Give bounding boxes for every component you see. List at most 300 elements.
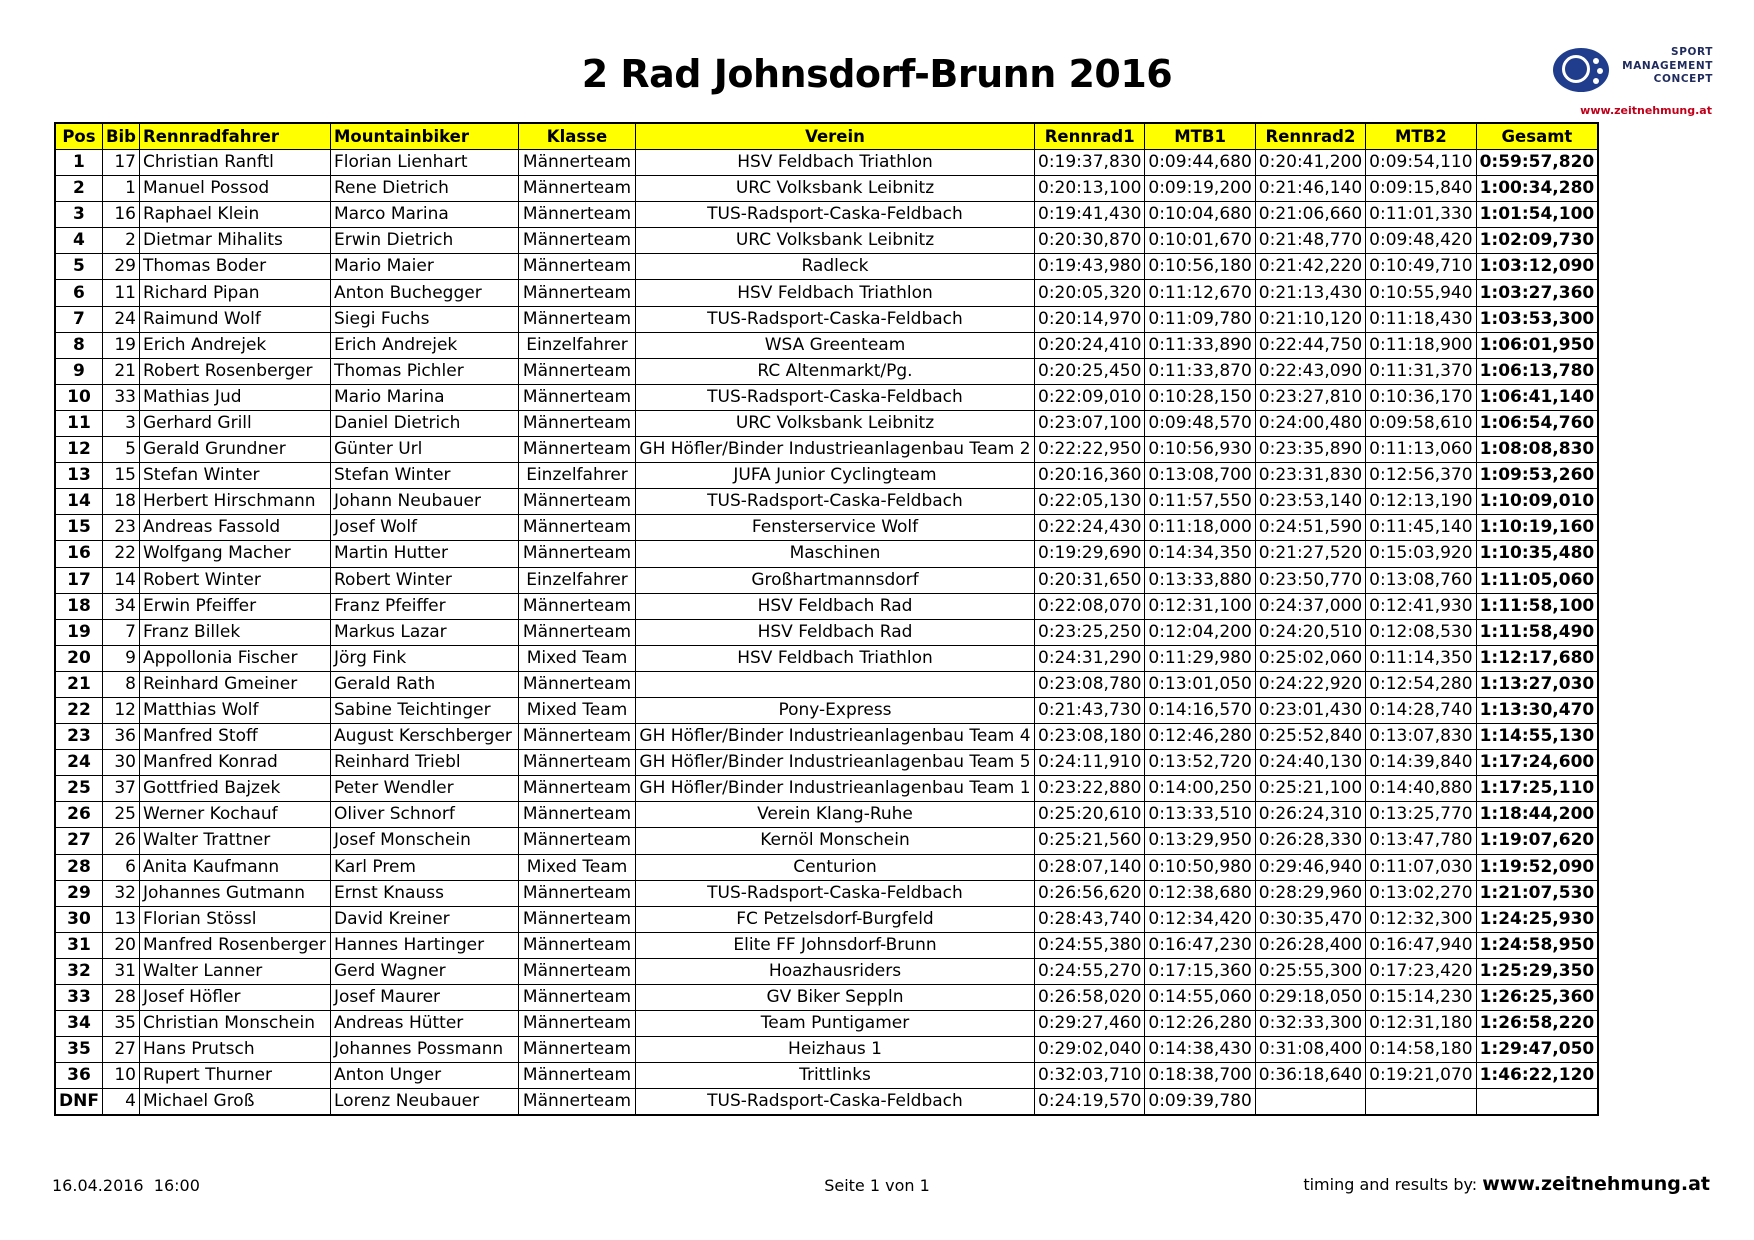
cell-mtb1: 0:12:38,680 — [1145, 880, 1255, 906]
cell-klasse: Männerteam — [519, 254, 636, 280]
cell-mtb2: 0:17:23,420 — [1366, 958, 1476, 984]
logo-text — [1593, 46, 1713, 87]
cell-rennradfahrer: Christian Ranftl — [140, 150, 331, 176]
cell-verein: HSV Feldbach Triathlon — [636, 150, 1035, 176]
cell-pos: 31 — [55, 932, 102, 958]
cell-gesamt: 1:03:27,360 — [1476, 280, 1598, 306]
cell-gesamt: 1:02:09,730 — [1476, 228, 1598, 254]
cell-pos: 17 — [55, 567, 102, 593]
cell-mountainbiker: Robert Winter — [331, 567, 519, 593]
cell-gesamt: 0:59:57,820 — [1476, 150, 1598, 176]
cell-rennradfahrer: Richard Pipan — [140, 280, 331, 306]
cell-mtb1: 0:17:15,360 — [1145, 958, 1255, 984]
cell-rennrad2: 0:21:13,430 — [1255, 280, 1365, 306]
cell-bib: 29 — [102, 254, 139, 280]
results-table — [54, 122, 1599, 1116]
cell-rennrad1: 0:19:37,830 — [1035, 150, 1145, 176]
cell-pos: 26 — [55, 802, 102, 828]
column-header-rennrad1: Rennrad1 — [1035, 123, 1145, 150]
cell-verein: Großhartmannsdorf — [636, 567, 1035, 593]
cell-mtb1: 0:14:55,060 — [1145, 985, 1255, 1011]
table-row — [55, 202, 1598, 228]
cell-rennrad2: 0:23:50,770 — [1255, 567, 1365, 593]
cell-pos: 11 — [55, 410, 102, 436]
cell-rennradfahrer: Josef Höfler — [140, 985, 331, 1011]
table-row — [55, 463, 1598, 489]
cell-rennradfahrer: Michael Groß — [140, 1089, 331, 1116]
cell-gesamt: 1:11:58,490 — [1476, 619, 1598, 645]
cell-klasse: Männerteam — [519, 619, 636, 645]
cell-bib: 36 — [102, 724, 139, 750]
cell-verein: GH Höfler/Binder Industrieanlagenbau Team 1 — [636, 776, 1035, 802]
cell-rennrad1: 0:20:24,410 — [1035, 332, 1145, 358]
cell-klasse: Männerteam — [519, 1063, 636, 1089]
cell-verein: TUS-Radsport-Caska-Feldbach — [636, 306, 1035, 332]
cell-rennradfahrer: Franz Billek — [140, 619, 331, 645]
table-row — [55, 958, 1598, 984]
cell-rennrad1: 0:20:05,320 — [1035, 280, 1145, 306]
cell-klasse: Männerteam — [519, 202, 636, 228]
cell-verein: Hoazhausriders — [636, 958, 1035, 984]
cell-verein: Elite FF Johnsdorf-Brunn — [636, 932, 1035, 958]
cell-mtb1: 0:11:18,000 — [1145, 515, 1255, 541]
cell-gesamt: 1:01:54,100 — [1476, 202, 1598, 228]
cell-rennradfahrer: Wolfgang Macher — [140, 541, 331, 567]
cell-klasse: Männerteam — [519, 593, 636, 619]
cell-rennrad1: 0:22:08,070 — [1035, 593, 1145, 619]
cell-verein: TUS-Radsport-Caska-Feldbach — [636, 384, 1035, 410]
cell-mtb2: 0:09:15,840 — [1366, 176, 1476, 202]
cell-mtb2: 0:09:48,420 — [1366, 228, 1476, 254]
cell-rennradfahrer: Matthias Wolf — [140, 697, 331, 723]
cell-rennradfahrer: Reinhard Gmeiner — [140, 671, 331, 697]
table-row — [55, 150, 1598, 176]
cell-mountainbiker: Thomas Pichler — [331, 358, 519, 384]
cell-mtb1: 0:11:33,870 — [1145, 358, 1255, 384]
cell-mtb2: 0:14:58,180 — [1366, 1037, 1476, 1063]
table-row — [55, 384, 1598, 410]
cell-mountainbiker: Siegi Fuchs — [331, 306, 519, 332]
cell-bib: 13 — [102, 906, 139, 932]
cell-rennrad1: 0:25:20,610 — [1035, 802, 1145, 828]
cell-mountainbiker: Mario Maier — [331, 254, 519, 280]
cell-klasse: Männerteam — [519, 776, 636, 802]
cell-bib: 24 — [102, 306, 139, 332]
credit-label: timing and results by: — [1303, 1175, 1483, 1194]
cell-rennrad1: 0:23:25,250 — [1035, 619, 1145, 645]
cell-mountainbiker: Marco Marina — [331, 202, 519, 228]
table-row — [55, 410, 1598, 436]
cell-rennrad1: 0:24:55,380 — [1035, 932, 1145, 958]
cell-rennrad1: 0:32:03,710 — [1035, 1063, 1145, 1089]
page-title: 2 Rad Johnsdorf-Brunn 2016 — [581, 52, 1173, 96]
table-row — [55, 280, 1598, 306]
cell-rennradfahrer: Manfred Stoff — [140, 724, 331, 750]
cell-verein: HSV Feldbach Triathlon — [636, 280, 1035, 306]
cell-verein: Kernöl Monschein — [636, 828, 1035, 854]
cell-mtb1: 0:09:44,680 — [1145, 150, 1255, 176]
cell-rennrad1: 0:22:09,010 — [1035, 384, 1145, 410]
cell-pos: 4 — [55, 228, 102, 254]
cell-rennrad2: 0:23:53,140 — [1255, 489, 1365, 515]
cell-rennrad2: 0:25:21,100 — [1255, 776, 1365, 802]
cell-gesamt: 1:25:29,350 — [1476, 958, 1598, 984]
cell-mountainbiker: Erwin Dietrich — [331, 228, 519, 254]
cell-rennradfahrer: Dietmar Mihalits — [140, 228, 331, 254]
cell-klasse: Männerteam — [519, 750, 636, 776]
cell-mountainbiker: Johannes Possmann — [331, 1037, 519, 1063]
cell-mtb1: 0:12:46,280 — [1145, 724, 1255, 750]
cell-verein: Heizhaus 1 — [636, 1037, 1035, 1063]
cell-mtb2: 0:13:25,770 — [1366, 802, 1476, 828]
cell-rennrad2: 0:23:27,810 — [1255, 384, 1365, 410]
cell-rennrad1: 0:20:31,650 — [1035, 567, 1145, 593]
cell-rennradfahrer: Appollonia Fischer — [140, 645, 331, 671]
cell-bib: 33 — [102, 384, 139, 410]
cell-pos: 24 — [55, 750, 102, 776]
cell-klasse: Männerteam — [519, 1089, 636, 1116]
cell-gesamt: 1:13:30,470 — [1476, 697, 1598, 723]
cell-klasse: Männerteam — [519, 906, 636, 932]
cell-mtb2: 0:12:56,370 — [1366, 463, 1476, 489]
cell-rennradfahrer: Herbert Hirschmann — [140, 489, 331, 515]
cell-rennrad2: 0:25:02,060 — [1255, 645, 1365, 671]
cell-pos: 8 — [55, 332, 102, 358]
cell-pos: DNF — [55, 1089, 102, 1116]
cell-gesamt: 1:18:44,200 — [1476, 802, 1598, 828]
cell-gesamt: 1:06:54,760 — [1476, 410, 1598, 436]
table-row — [55, 1089, 1598, 1116]
cell-mountainbiker: Franz Pfeiffer — [331, 593, 519, 619]
cell-mountainbiker: Josef Maurer — [331, 985, 519, 1011]
cell-rennradfahrer: Hans Prutsch — [140, 1037, 331, 1063]
cell-bib: 25 — [102, 802, 139, 828]
cell-mtb1: 0:11:09,780 — [1145, 306, 1255, 332]
cell-bib: 30 — [102, 750, 139, 776]
cell-verein: Team Puntigamer — [636, 1011, 1035, 1037]
cell-verein: Radleck — [636, 254, 1035, 280]
cell-rennradfahrer: Gerhard Grill — [140, 410, 331, 436]
cell-mtb1: 0:14:38,430 — [1145, 1037, 1255, 1063]
cell-pos: 30 — [55, 906, 102, 932]
cell-rennradfahrer: Raphael Klein — [140, 202, 331, 228]
cell-rennrad2: 0:24:20,510 — [1255, 619, 1365, 645]
table-row — [55, 671, 1598, 697]
cell-mountainbiker: Reinhard Triebl — [331, 750, 519, 776]
cell-mtb1: 0:13:52,720 — [1145, 750, 1255, 776]
cell-pos: 25 — [55, 776, 102, 802]
page-number: Seite 1 von 1 — [824, 1176, 930, 1195]
table-row — [55, 906, 1598, 932]
cell-rennradfahrer: Christian Monschein — [140, 1011, 331, 1037]
cell-mtb1: 0:12:34,420 — [1145, 906, 1255, 932]
cell-rennradfahrer: Robert Winter — [140, 567, 331, 593]
cell-mountainbiker: Jörg Fink — [331, 645, 519, 671]
cell-bib: 26 — [102, 828, 139, 854]
cell-bib: 5 — [102, 437, 139, 463]
logo-line1: SPORT — [1671, 46, 1713, 58]
cell-verein: Maschinen — [636, 541, 1035, 567]
cell-mtb1: 0:13:08,700 — [1145, 463, 1255, 489]
cell-rennrad2: 0:20:41,200 — [1255, 150, 1365, 176]
cell-verein: URC Volksbank Leibnitz — [636, 410, 1035, 436]
cell-gesamt: 1:03:53,300 — [1476, 306, 1598, 332]
cell-pos: 21 — [55, 671, 102, 697]
cell-mountainbiker: Günter Url — [331, 437, 519, 463]
cell-pos: 35 — [55, 1037, 102, 1063]
cell-mtb2: 0:11:01,330 — [1366, 202, 1476, 228]
cell-gesamt: 1:11:58,100 — [1476, 593, 1598, 619]
cell-mountainbiker: Peter Wendler — [331, 776, 519, 802]
cell-mtb1: 0:09:39,780 — [1145, 1089, 1255, 1116]
cell-rennradfahrer: Werner Kochauf — [140, 802, 331, 828]
cell-rennrad2: 0:25:52,840 — [1255, 724, 1365, 750]
cell-mountainbiker: Johann Neubauer — [331, 489, 519, 515]
table-row — [55, 358, 1598, 384]
credit-brand-link[interactable]: www.zeitnehmung.at — [1482, 1173, 1710, 1195]
cell-mtb2: 0:11:13,060 — [1366, 437, 1476, 463]
cell-pos: 16 — [55, 541, 102, 567]
cell-gesamt: 1:12:17,680 — [1476, 645, 1598, 671]
cell-verein: GH Höfler/Binder Industrieanlagenbau Team 5 — [636, 750, 1035, 776]
cell-pos: 12 — [55, 437, 102, 463]
cell-rennrad2: 0:24:37,000 — [1255, 593, 1365, 619]
table-row — [55, 228, 1598, 254]
cell-klasse: Männerteam — [519, 985, 636, 1011]
cell-rennrad1: 0:29:02,040 — [1035, 1037, 1145, 1063]
cell-mtb2: 0:13:08,760 — [1366, 567, 1476, 593]
cell-klasse: Einzelfahrer — [519, 332, 636, 358]
cell-pos: 36 — [55, 1063, 102, 1089]
logo-line3: CONCEPT — [1653, 73, 1713, 85]
cell-mtb2: 0:11:18,430 — [1366, 306, 1476, 332]
cell-mtb2: 0:12:13,190 — [1366, 489, 1476, 515]
cell-mtb1: 0:12:04,200 — [1145, 619, 1255, 645]
cell-mountainbiker: Hannes Hartinger — [331, 932, 519, 958]
cell-verein: Pony-Express — [636, 697, 1035, 723]
cell-mtb2: 0:13:07,830 — [1366, 724, 1476, 750]
column-header-gesamt: Gesamt — [1476, 123, 1598, 150]
cell-gesamt: 1:11:05,060 — [1476, 567, 1598, 593]
cell-mtb2: 0:12:32,300 — [1366, 906, 1476, 932]
cell-mtb1: 0:14:16,570 — [1145, 697, 1255, 723]
table-row — [55, 697, 1598, 723]
cell-rennrad1: 0:20:30,870 — [1035, 228, 1145, 254]
cell-rennradfahrer: Rupert Thurner — [140, 1063, 331, 1089]
cell-rennrad1: 0:28:43,740 — [1035, 906, 1145, 932]
cell-gesamt: 1:14:55,130 — [1476, 724, 1598, 750]
table-row — [55, 176, 1598, 202]
cell-rennrad1: 0:25:21,560 — [1035, 828, 1145, 854]
cell-mtb1: 0:13:33,880 — [1145, 567, 1255, 593]
cell-mtb1: 0:09:48,570 — [1145, 410, 1255, 436]
cell-mountainbiker: Anton Unger — [331, 1063, 519, 1089]
cell-verein: FC Petzelsdorf-Burgfeld — [636, 906, 1035, 932]
cell-mtb2: 0:15:14,230 — [1366, 985, 1476, 1011]
cell-pos: 23 — [55, 724, 102, 750]
cell-rennrad2: 0:21:06,660 — [1255, 202, 1365, 228]
column-header-rennradfahrer: Rennradfahrer — [140, 123, 331, 150]
cell-rennradfahrer: Gerald Grundner — [140, 437, 331, 463]
cell-klasse: Männerteam — [519, 880, 636, 906]
table-row — [55, 645, 1598, 671]
table-row — [55, 724, 1598, 750]
cell-mountainbiker: David Kreiner — [331, 906, 519, 932]
cell-pos: 9 — [55, 358, 102, 384]
cell-klasse: Männerteam — [519, 724, 636, 750]
cell-bib: 17 — [102, 150, 139, 176]
cell-rennrad2: 0:21:27,520 — [1255, 541, 1365, 567]
cell-pos: 13 — [55, 463, 102, 489]
cell-verein: Verein Klang-Ruhe — [636, 802, 1035, 828]
cell-mtb1: 0:12:31,100 — [1145, 593, 1255, 619]
cell-verein: GV Biker Seppln — [636, 985, 1035, 1011]
cell-rennrad1: 0:20:16,360 — [1035, 463, 1145, 489]
cell-klasse: Einzelfahrer — [519, 463, 636, 489]
cell-rennrad2: 0:29:18,050 — [1255, 985, 1365, 1011]
cell-rennrad2: 0:24:22,920 — [1255, 671, 1365, 697]
cell-pos: 22 — [55, 697, 102, 723]
cell-mountainbiker: Gerald Rath — [331, 671, 519, 697]
table-row — [55, 306, 1598, 332]
cell-pos: 28 — [55, 854, 102, 880]
cell-mountainbiker: Florian Lienhart — [331, 150, 519, 176]
cell-mtb1: 0:10:28,150 — [1145, 384, 1255, 410]
cell-klasse: Mixed Team — [519, 697, 636, 723]
cell-rennrad1: 0:23:08,180 — [1035, 724, 1145, 750]
cell-rennradfahrer: Stefan Winter — [140, 463, 331, 489]
cell-verein — [636, 671, 1035, 697]
cell-pos: 15 — [55, 515, 102, 541]
cell-rennrad2: 0:26:28,400 — [1255, 932, 1365, 958]
cell-bib: 3 — [102, 410, 139, 436]
cell-rennrad2: 0:23:35,890 — [1255, 437, 1365, 463]
cell-pos: 1 — [55, 150, 102, 176]
column-header-verein: Verein — [636, 123, 1035, 150]
cell-rennradfahrer: Thomas Boder — [140, 254, 331, 280]
cell-verein: HSV Feldbach Rad — [636, 619, 1035, 645]
cell-rennradfahrer: Gottfried Bajzek — [140, 776, 331, 802]
cell-rennrad2: 0:24:00,480 — [1255, 410, 1365, 436]
cell-pos: 18 — [55, 593, 102, 619]
cell-mtb1: 0:11:57,550 — [1145, 489, 1255, 515]
cell-gesamt: 1:17:25,110 — [1476, 776, 1598, 802]
table-row — [55, 541, 1598, 567]
cell-mtb1: 0:16:47,230 — [1145, 932, 1255, 958]
cell-klasse: Männerteam — [519, 489, 636, 515]
cell-rennradfahrer: Erwin Pfeiffer — [140, 593, 331, 619]
cell-rennrad1: 0:23:08,780 — [1035, 671, 1145, 697]
table-row — [55, 489, 1598, 515]
cell-gesamt: 1:21:07,530 — [1476, 880, 1598, 906]
cell-rennrad1: 0:20:25,450 — [1035, 358, 1145, 384]
cell-pos: 33 — [55, 985, 102, 1011]
table-row — [55, 1063, 1598, 1089]
cell-bib: 12 — [102, 697, 139, 723]
cell-mtb1: 0:18:38,700 — [1145, 1063, 1255, 1089]
column-header-mtb1: MTB1 — [1145, 123, 1255, 150]
cell-mtb2: 0:11:14,350 — [1366, 645, 1476, 671]
cell-mtb1: 0:13:29,950 — [1145, 828, 1255, 854]
cell-gesamt: 1:24:25,930 — [1476, 906, 1598, 932]
table-row — [55, 854, 1598, 880]
cell-klasse: Männerteam — [519, 150, 636, 176]
cell-mtb1: 0:10:04,680 — [1145, 202, 1255, 228]
cell-rennrad1: 0:20:13,100 — [1035, 176, 1145, 202]
cell-mountainbiker: Josef Monschein — [331, 828, 519, 854]
cell-rennrad1: 0:24:31,290 — [1035, 645, 1145, 671]
cell-mountainbiker: Rene Dietrich — [331, 176, 519, 202]
cell-bib: 23 — [102, 515, 139, 541]
cell-rennrad2: 0:26:24,310 — [1255, 802, 1365, 828]
column-header-pos: Pos — [55, 123, 102, 150]
cell-mtb2: 0:11:18,900 — [1366, 332, 1476, 358]
cell-verein: URC Volksbank Leibnitz — [636, 228, 1035, 254]
table-body — [55, 150, 1598, 1116]
cell-bib: 16 — [102, 202, 139, 228]
cell-mtb2: 0:14:39,840 — [1366, 750, 1476, 776]
cell-mountainbiker: Oliver Schnorf — [331, 802, 519, 828]
cell-bib: 7 — [102, 619, 139, 645]
table-row — [55, 1011, 1598, 1037]
cell-mountainbiker: Erich Andrejek — [331, 332, 519, 358]
cell-pos: 2 — [55, 176, 102, 202]
cell-mtb1: 0:13:01,050 — [1145, 671, 1255, 697]
cell-mtb2: 0:13:47,780 — [1366, 828, 1476, 854]
cell-verein: JUFA Junior Cyclingteam — [636, 463, 1035, 489]
table-row — [55, 567, 1598, 593]
cell-verein: URC Volksbank Leibnitz — [636, 176, 1035, 202]
cell-rennradfahrer: Raimund Wolf — [140, 306, 331, 332]
cell-verein: TUS-Radsport-Caska-Feldbach — [636, 1089, 1035, 1116]
cell-mtb1: 0:11:12,670 — [1145, 280, 1255, 306]
cell-gesamt: 1:09:53,260 — [1476, 463, 1598, 489]
cell-gesamt — [1476, 1089, 1598, 1116]
cell-bib: 14 — [102, 567, 139, 593]
cell-mountainbiker: Anton Buchegger — [331, 280, 519, 306]
logo-line2: MANAGEMENT — [1622, 59, 1713, 72]
cell-rennrad1: 0:23:07,100 — [1035, 410, 1145, 436]
cell-mtb2: 0:15:03,920 — [1366, 541, 1476, 567]
cell-gesamt: 1:10:35,480 — [1476, 541, 1598, 567]
cell-gesamt: 1:19:52,090 — [1476, 854, 1598, 880]
cell-mountainbiker: Martin Hutter — [331, 541, 519, 567]
table-row — [55, 932, 1598, 958]
column-header-klasse: Klasse — [519, 123, 636, 150]
cell-mtb1: 0:14:34,350 — [1145, 541, 1255, 567]
cell-rennradfahrer: Erich Andrejek — [140, 332, 331, 358]
cell-bib: 19 — [102, 332, 139, 358]
cell-mtb2: 0:12:54,280 — [1366, 671, 1476, 697]
column-header-bib: Bib — [102, 123, 139, 150]
cell-rennradfahrer: Walter Trattner — [140, 828, 331, 854]
cell-rennrad1: 0:19:29,690 — [1035, 541, 1145, 567]
cell-mountainbiker: Lorenz Neubauer — [331, 1089, 519, 1116]
cell-rennrad1: 0:24:11,910 — [1035, 750, 1145, 776]
cell-mountainbiker: Karl Prem — [331, 854, 519, 880]
cell-mtb2: 0:16:47,940 — [1366, 932, 1476, 958]
cell-rennradfahrer: Robert Rosenberger — [140, 358, 331, 384]
timing-credit — [1303, 1173, 1710, 1195]
cell-pos: 10 — [55, 384, 102, 410]
cell-klasse: Männerteam — [519, 228, 636, 254]
cell-bib: 28 — [102, 985, 139, 1011]
cell-pos: 3 — [55, 202, 102, 228]
cell-rennradfahrer: Walter Lanner — [140, 958, 331, 984]
cell-rennrad1: 0:28:07,140 — [1035, 854, 1145, 880]
cell-rennrad1: 0:22:05,130 — [1035, 489, 1145, 515]
cell-rennrad1: 0:26:56,620 — [1035, 880, 1145, 906]
